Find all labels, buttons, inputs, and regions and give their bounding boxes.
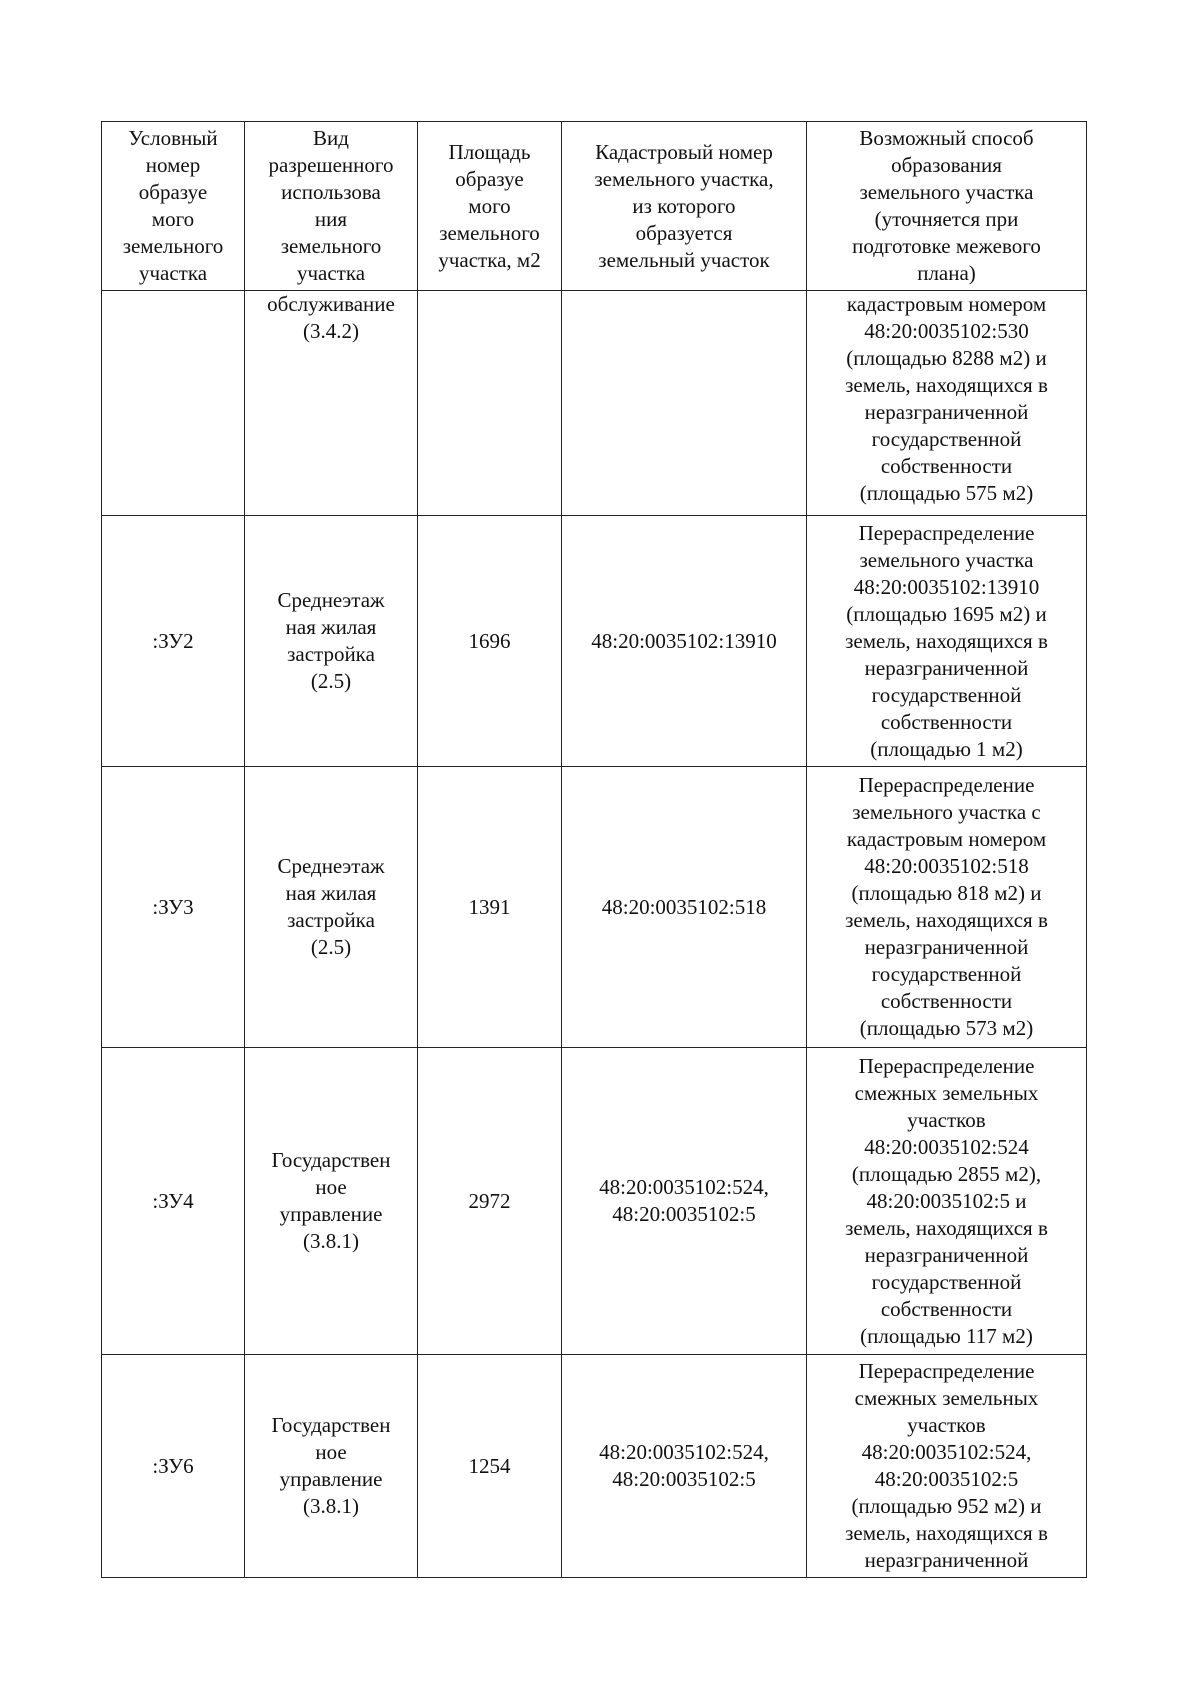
table-row — [102, 291, 1087, 516]
table-row — [102, 767, 1087, 1048]
cell-area: 1391 — [418, 767, 562, 1048]
cell-source-cadastral-number: 48:20:0035102:524, 48:20:0035102:5 — [562, 1048, 807, 1355]
cell-plot-id: :ЗУ6 — [102, 1355, 245, 1578]
header-permitted-use: Вид разрешенного использова ния земельного участка — [245, 122, 418, 291]
header-formation-method: Возможный способ образования земельного участка (уточняется при подготовке межевого плана) — [807, 122, 1087, 291]
cell-plot-id: :ЗУ4 — [102, 1048, 245, 1355]
header-plot-id: Условный номер образуе мого земельного участка — [102, 122, 245, 291]
table-row — [102, 516, 1087, 767]
header-area: Площадь образуе мого земельного участка, м2 — [418, 122, 562, 291]
cell-area: 1254 — [418, 1355, 562, 1578]
cell-permitted-use: Среднеэтаж ная жилая застройка (2.5) — [245, 516, 418, 767]
cell-area — [418, 291, 562, 516]
cell-area: 2972 — [418, 1048, 562, 1355]
cell-formation-method: Перераспределение смежных земельных участков 48:20:0035102:524, 48:20:0035102:5 (площадью 952 м2) и земель, находящихся в неразграниченной — [807, 1355, 1087, 1578]
cell-area: 1696 — [418, 516, 562, 767]
cell-permitted-use: Среднеэтаж ная жилая застройка (2.5) — [245, 767, 418, 1048]
land-plots-table — [101, 121, 1087, 1578]
cell-source-cadastral-number — [562, 291, 807, 516]
cell-plot-id: :ЗУ2 — [102, 516, 245, 767]
cell-formation-method: кадастровым номером 48:20:0035102:530 (площадью 8288 м2) и земель, находящихся в неразграниченной государственной собственности (площадью 575 м2) — [807, 291, 1087, 516]
cell-permitted-use: Государствен ное управление (3.8.1) — [245, 1355, 418, 1578]
cell-plot-id: :ЗУ3 — [102, 767, 245, 1048]
header-source-cadastral-number: Кадастровый номер земельного участка, из которого образуется земельный участок — [562, 122, 807, 291]
table-row — [102, 1048, 1087, 1355]
cell-permitted-use: обслуживание (3.4.2) — [245, 291, 418, 516]
cell-source-cadastral-number: 48:20:0035102:518 — [562, 767, 807, 1048]
cell-source-cadastral-number: 48:20:0035102:13910 — [562, 516, 807, 767]
cell-permitted-use: Государствен ное управление (3.8.1) — [245, 1048, 418, 1355]
table-row — [102, 1355, 1087, 1578]
cell-plot-id — [102, 291, 245, 516]
cell-formation-method: Перераспределение земельного участка с кадастровым номером 48:20:0035102:518 (площадью 818 м2) и земель, находящихся в неразграниченной государственной собственности (площадью 573 м2) — [807, 767, 1087, 1048]
cell-source-cadastral-number: 48:20:0035102:524, 48:20:0035102:5 — [562, 1355, 807, 1578]
cell-formation-method: Перераспределение земельного участка 48:20:0035102:13910 (площадью 1695 м2) и земель, находящихся в неразграниченной государственной собственности (площадью 1 м2) — [807, 516, 1087, 767]
cell-formation-method: Перераспределение смежных земельных участков 48:20:0035102:524 (площадью 2855 м2), 48:20:0035102:5 и земель, находящихся в неразграниченной государственной собственности (площадью 117 м2) — [807, 1048, 1087, 1355]
table-header-row — [102, 122, 1087, 291]
